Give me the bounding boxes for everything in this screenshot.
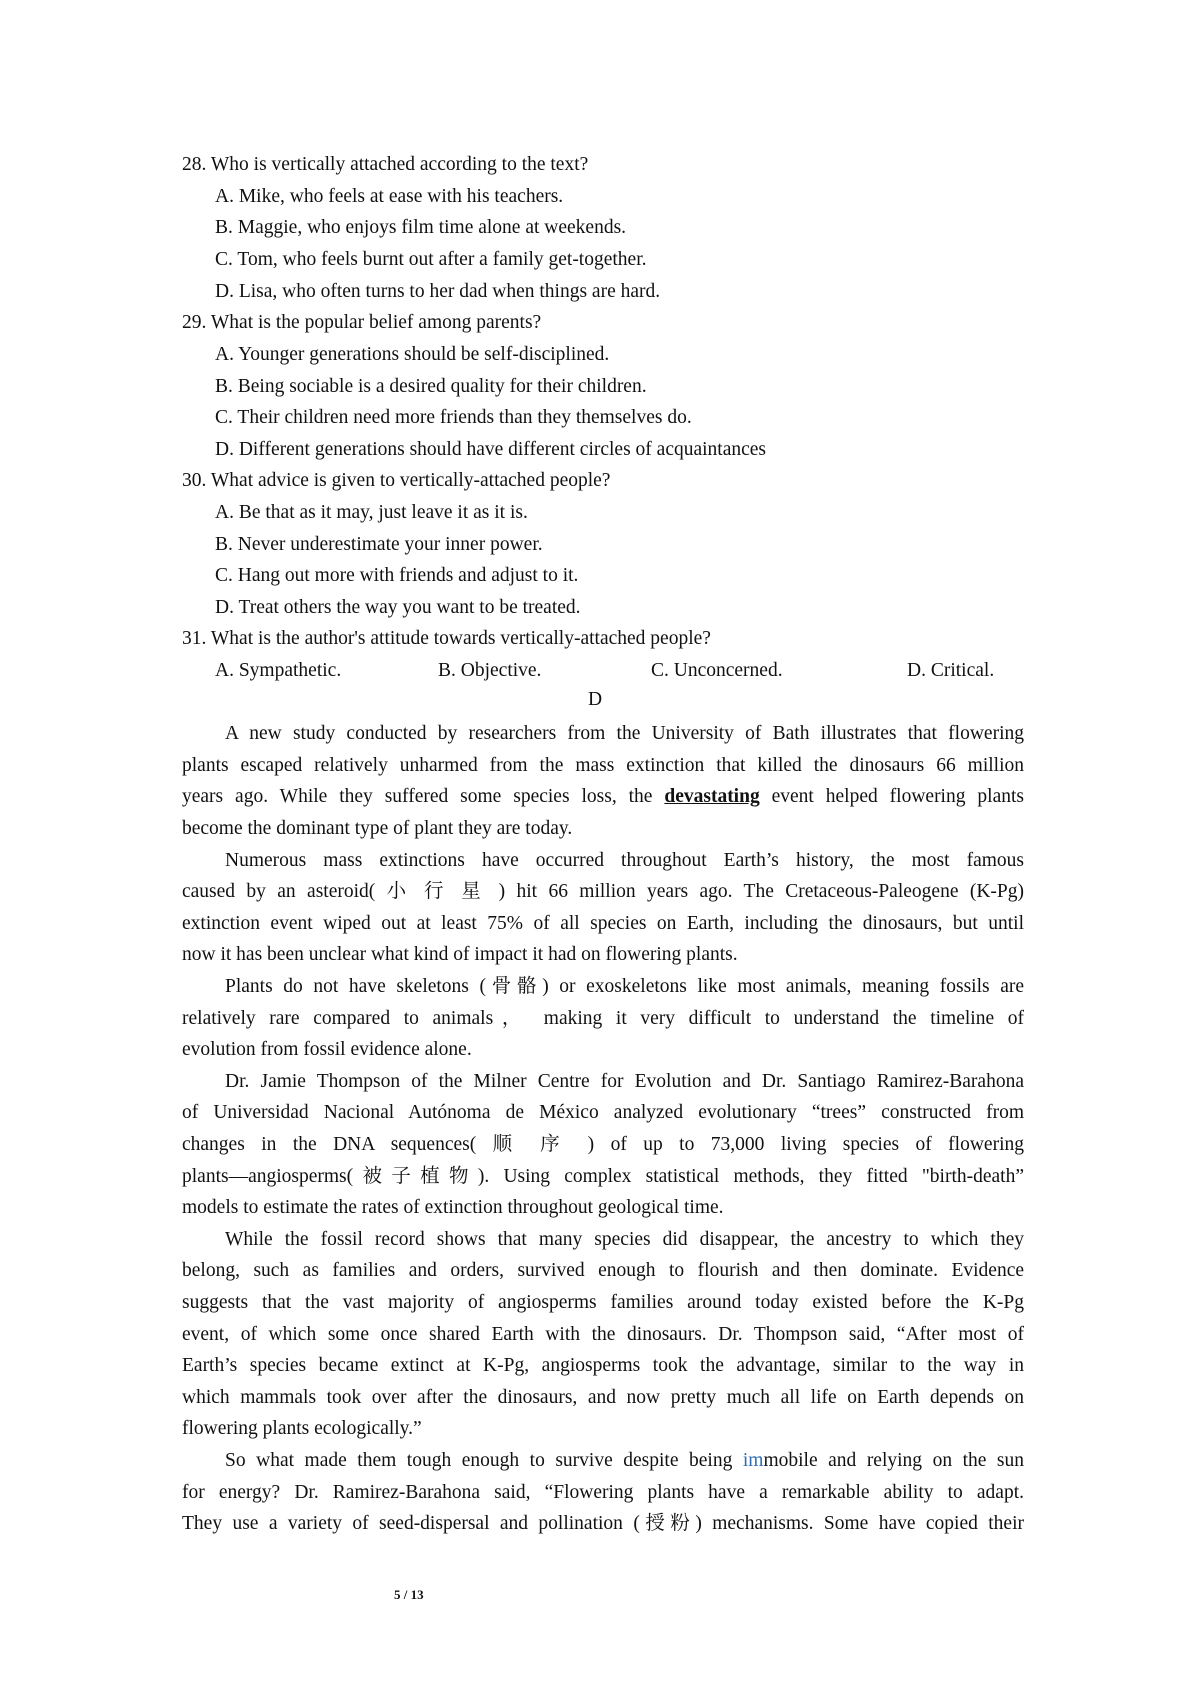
question-29-option-a: A. Younger generations should be self-disciplined. — [215, 344, 610, 365]
passage-p5-line2: belong, such as families and orders, survived enough to flourish and then dominate. Evidence — [182, 1260, 1024, 1281]
page-number: 5 / 13 — [394, 1587, 424, 1602]
passage-p4-line2: of Universidad Nacional Autónoma de México analyzed evolutionary “trees” constructed from — [182, 1102, 1024, 1123]
passage-p4-line4: plants—angiosperms(被子植物). Using complex statistical methods, they fitted "birth-death” — [182, 1166, 1024, 1187]
passage-p1-line4: become the dominant type of plant they are today. — [182, 818, 573, 839]
passage-p6-line2: for energy? Dr. Ramirez-Barahona said, “Flowering plants have a remarkable ability to adapt. — [182, 1482, 1024, 1503]
question-30-option-a: A. Be that as it may, just leave it as it is. — [215, 502, 528, 523]
question-28-option-a: A. Mike, who feels at ease with his teachers. — [215, 186, 564, 207]
passage-p1-line1: A new study conducted by researchers from the University of Bath illustrates that flowering — [225, 723, 1024, 744]
passage-p6-line1 — [182, 1451, 1024, 1471]
blue-prefix: im — [742, 1450, 764, 1471]
highlighted-prefix — [743, 1450, 1024, 1471]
passage-text: mobile and relying on the sun — [763, 1450, 1025, 1471]
passage-p2-line2: caused by an asteroid( 小 行 星 ) hit 66 million years ago. The Cretaceous-Paleogene (K-Pg) — [182, 881, 1024, 902]
question-29-option-c: C. Their children need more friends than they themselves do. — [215, 407, 692, 428]
passage-p3-line2: relatively rare compared to animals， making it very difficult to understand the timeline of — [182, 1008, 1024, 1029]
passage-p4-line1: Dr. Jamie Thompson of the Milner Centre for Evolution and Dr. Santiago Ramirez-Barahona — [225, 1071, 1024, 1092]
question-28-option-d: D. Lisa, who often turns to her dad when things are hard. — [215, 281, 661, 302]
passage-text: So what made them tough enough to survive despite being — [225, 1450, 733, 1471]
passage-p1-line3 — [182, 787, 1024, 807]
question-31-stem: 31. What is the author's attitude towards vertically-attached people? — [182, 628, 711, 649]
passage-p5-line6: which mammals took over after the dinosaurs, and now pretty much all life on Earth depends on — [182, 1387, 1024, 1408]
passage-p2-line1: Numerous mass extinctions have occurred throughout Earth’s history, the most famous — [225, 850, 1024, 871]
question-30-option-d: D. Treat others the way you want to be treated. — [215, 597, 581, 618]
underlined-word: devastating — [664, 786, 760, 807]
passage-p2-line4: now it has been unclear what kind of impact it had on flowering plants. — [182, 944, 738, 965]
passage-p5-line1: While the fossil record shows that many species did disappear, the ancestry to which they — [225, 1229, 1024, 1250]
passage-p5-line7: flowering plants ecologically.” — [182, 1418, 422, 1439]
question-30-option-b: B. Never underestimate your inner power. — [215, 534, 543, 555]
passage-p5-line3: suggests that the vast majority of angiosperms families around today existed before the K-Pg — [182, 1292, 1024, 1313]
section-heading: D — [587, 689, 603, 710]
question-28-option-c: C. Tom, who feels burnt out after a family get-together. — [215, 249, 647, 270]
question-30-stem: 30. What advice is given to vertically-attached people? — [182, 470, 611, 491]
question-31-option-c: C. Unconcerned. — [651, 660, 783, 681]
passage-p4-line5: models to estimate the rates of extinction throughout geological time. — [182, 1197, 724, 1218]
question-29-stem: 29. What is the popular belief among parents? — [182, 312, 542, 333]
passage-text: years ago. While they suffered some species loss, the — [182, 786, 653, 807]
passage-p5-line4: event, of which some once shared Earth with the dinosaurs. Dr. Thompson said, “After most of — [182, 1324, 1024, 1345]
passage-text: event helped flowering plants — [771, 786, 1024, 807]
passage-p3-line3: evolution from fossil evidence alone. — [182, 1039, 472, 1060]
question-28-option-b: B. Maggie, who enjoys film time alone at weekends. — [215, 217, 627, 238]
question-30-option-c: C. Hang out more with friends and adjust to it. — [215, 565, 579, 586]
passage-p5-line5: Earth’s species became extinct at K-Pg, angiosperms took the advantage, similar to the way in — [182, 1355, 1024, 1376]
question-29-option-d: D. Different generations should have different circles of acquaintances — [215, 439, 767, 460]
question-28-stem: 28. Who is vertically attached according to the text? — [182, 154, 589, 175]
passage-p4-line3: changes in the DNA sequences( 顺 序 ) of up to 73,000 living species of flowering — [182, 1134, 1024, 1155]
passage-p1-line2: plants escaped relatively unharmed from the mass extinction that killed the dinosaurs 66 million — [182, 755, 1024, 776]
question-29-option-b: B. Being sociable is a desired quality for their children. — [215, 376, 647, 397]
question-31-option-b: B. Objective. — [438, 660, 542, 681]
passage-p6-line3: They use a variety of seed-dispersal and pollination (授粉) mechanisms. Some have copied their — [182, 1513, 1024, 1534]
question-31-option-a: A. Sympathetic. — [215, 660, 342, 681]
passage-p2-line3: extinction event wiped out at least 75% of all species on Earth, including the dinosaurs, but until — [182, 913, 1024, 934]
passage-p3-line1: Plants do not have skeletons (骨骼) or exoskeletons like most animals, meaning fossils are — [225, 976, 1024, 997]
question-31-option-d: D. Critical. — [907, 660, 995, 681]
